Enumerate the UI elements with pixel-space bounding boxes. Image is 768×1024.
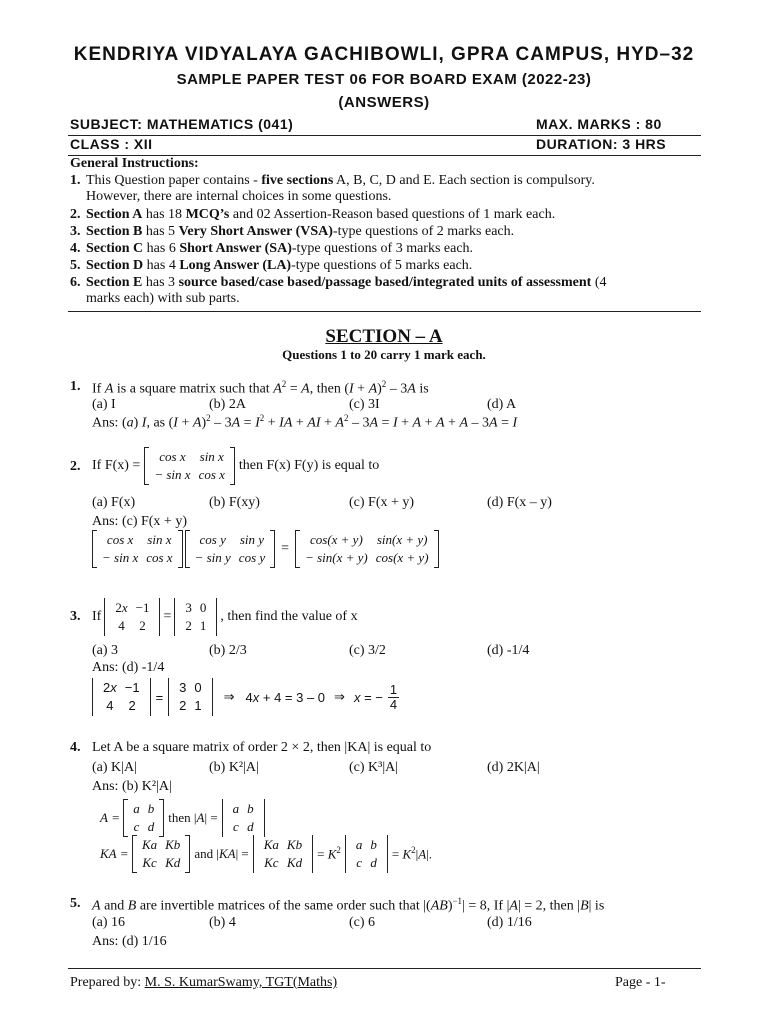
determinant: a b c d <box>345 835 388 873</box>
instruction-item: 3. Section B has 5 Very Short Answer (VSA)-type questions of 2 marks each. <box>70 224 515 239</box>
subject: SUBJECT: MATHEMATICS (041) <box>70 116 294 132</box>
answer-working: cos x sin x − sin x cos x cos y sin y − sin y cos y = cos(x + y) sin(x + y) − sin(x + y) cos(x + y) <box>92 530 439 568</box>
option: (c) K³|A| <box>349 760 399 775</box>
option: (c) 6 <box>349 915 376 930</box>
max-marks: MAX. MARKS : 80 <box>536 116 662 132</box>
matrix: cos x sin x − sin x cos x <box>144 447 235 485</box>
determinant: a b c d <box>222 799 265 837</box>
option: (b) 2/3 <box>209 643 247 658</box>
question-text: If 2x −1 4 2 = 3 0 2 1 , then find the value of x <box>92 595 358 639</box>
option: (c) 3I <box>349 397 380 412</box>
answer-working: A = a b c d then |A| = a b c d <box>100 799 265 837</box>
instruction-item: 5. Section D has 4 Long Answer (LA)-type questions of 5 marks each. <box>70 258 473 273</box>
option: (a) 3 <box>92 643 119 658</box>
option: (a) I <box>92 397 116 412</box>
answer: Ans: (a) I, as $(I + A)^2 - 3A = I^2$ + IA + AI + $A^2 - 3A = I + A + A + A - 3A = I$ <box>92 413 518 431</box>
instructions-title: General Instructions: <box>70 156 199 171</box>
answer-working: KA = Ka Kb Kc Kd and |KA| = Ka Kb Kc Kd = $K^2$ a b c d = $K^2|A|$. <box>100 835 432 873</box>
duration: DURATION: 3 HRS <box>536 136 667 152</box>
question-number: 5. <box>70 896 81 911</box>
instruction-item: 1. This Question paper contains - five sections A, B, C, D and E. Each section is compulsory. However, there are internal choices in some questions. <box>70 173 595 204</box>
option: (d) A <box>487 397 517 412</box>
option: (d) 1/16 <box>487 915 532 930</box>
question-number: 1. <box>70 379 81 394</box>
option: (d) 2K|A| <box>487 760 540 775</box>
instruction-item: 2. Section A has 18 MCQ’s and 02 Assertion-Reason based questions of 1 mark each. <box>70 207 556 222</box>
option: (b) F(xy) <box>209 495 260 510</box>
answers-label: (ANSWERS) <box>338 94 430 111</box>
matrix: Ka Kb Kc Kd <box>132 835 190 873</box>
question-number: 4. <box>70 740 81 755</box>
class: CLASS : XII <box>70 136 153 152</box>
option: (c) 3/2 <box>349 643 386 658</box>
question-text: If F(x) = cos x sin x − sin x cos x then F(x) F(y) is equal to <box>92 444 379 488</box>
question-number: 2. <box>70 459 81 474</box>
determinant: 2x −1 4 2 <box>104 598 160 636</box>
answer: Ans: (c) F(x + y) <box>92 514 187 529</box>
option: (d) -1/4 <box>487 643 530 658</box>
determinant: 2x −1 4 2 <box>92 678 151 716</box>
question-text: Let A be a square matrix of order 2 × 2, then |KA| is equal to <box>92 740 432 755</box>
paper-title: SAMPLE PAPER TEST 06 FOR BOARD EXAM (2022-23) <box>176 71 592 88</box>
question-text: If A is a square matrix such that $A^2 = A$, then $(I + A)^2 - 3A$ is <box>92 379 429 397</box>
section-title: SECTION – A <box>325 326 443 347</box>
determinant: Ka Kb Kc Kd <box>253 835 313 873</box>
answer: Ans: (d) 1/16 <box>92 934 167 949</box>
determinant: 3 0 2 1 <box>174 598 217 636</box>
option: (b) 2A <box>209 397 246 412</box>
page-number: Page - 1- <box>615 975 666 990</box>
answer: Ans: (d) -1/4 <box>92 660 165 675</box>
matrix: a b c d <box>123 799 164 837</box>
prepared-by: Prepared by: M. S. KumarSwamy, TGT(Maths) <box>70 975 338 990</box>
instruction-item: 6. Section E has 3 source based/case based/passage based/integrated units of assessment (4 marks each) with sub parts. <box>70 275 607 306</box>
section-subtitle: Questions 1 to 20 carry 1 mark each. <box>282 347 486 362</box>
answer-working: 2x −1 4 2 = 3 0 2 1 ⇒ 4x + 4 = 3 – 0 ⇒ x = − $\frac{1}{4}$ <box>92 678 399 716</box>
option: (a) K|A| <box>92 760 137 775</box>
school-name: KENDRIYA VIDYALAYA GACHIBOWLI, GPRA CAMPUS, HYD–32 <box>73 44 695 65</box>
answer: Ans: (b) K²|A| <box>92 779 172 794</box>
matrix: cos(x + y) sin(x + y) − sin(x + y) cos(x + y) <box>295 530 438 568</box>
divider <box>68 311 701 312</box>
option: (d) F(x – y) <box>487 495 552 510</box>
instruction-item: 4. Section C has 6 Short Answer (SA)-type questions of 3 marks each. <box>70 241 474 256</box>
option: (b) 4 <box>209 915 236 930</box>
option: (a) 16 <box>92 915 126 930</box>
option: (b) K²|A| <box>209 760 259 775</box>
matrix: cos x sin x − sin x cos x <box>92 530 183 568</box>
question-text: A and B are invertible matrices of the same order such that |(AB)$^{-1}$| = 8, If |A| = 2, then |B| is <box>92 896 605 914</box>
determinant: 3 0 2 1 <box>168 678 212 716</box>
question-number: 3. <box>70 609 81 624</box>
footer-divider <box>68 968 701 969</box>
matrix: cos y sin y − sin y cos y <box>185 530 276 568</box>
option: (c) F(x + y) <box>349 495 415 510</box>
option: (a) F(x) <box>92 495 136 510</box>
